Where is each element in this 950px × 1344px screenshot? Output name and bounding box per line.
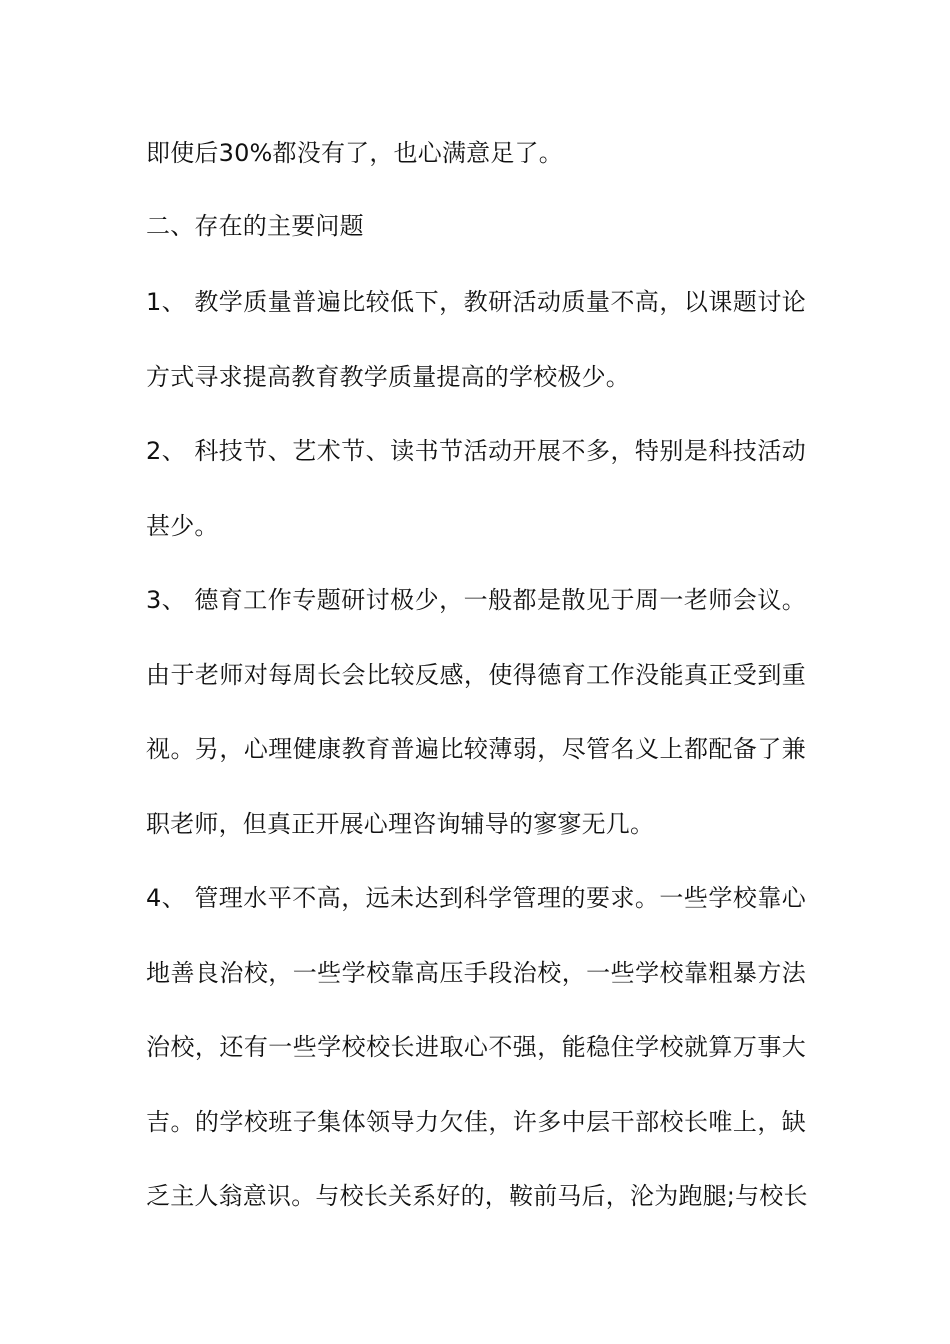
paragraph-line-4: 方式寻求提高教育教学质量提高的学校极少。 bbox=[146, 363, 630, 391]
paragraph-line-13: 治校，还有一些学校校长进取心不强，能稳住学校就算万事大 bbox=[146, 1033, 806, 1061]
paragraph-line-8: 由于老师对每周长会比较反感，使得德育工作没能真正受到重 bbox=[146, 661, 806, 689]
paragraph-line-12: 地善良治校，一些学校靠高压手段治校，一些学校靠粗暴方法 bbox=[146, 959, 806, 987]
paragraph-line-10: 职老师，但真正开展心理咨询辅导的寥寥无几。 bbox=[146, 810, 655, 838]
paragraph-line-9: 视。另，心理健康教育普遍比较薄弱，尽管名义上都配备了兼 bbox=[146, 735, 806, 763]
paragraph-line-5: 2、 科技节、艺术节、读书节活动开展不多，特别是科技活动 bbox=[146, 437, 806, 465]
section-heading: 二、存在的主要问题 bbox=[146, 212, 364, 240]
paragraph-line-15: 乏主人翁意识。与校长关系好的，鞍前马后，沦为跑腿;与校长 bbox=[146, 1182, 808, 1210]
paragraph-line-1: 即使后30%都没有了，也心满意足了。 bbox=[146, 139, 563, 167]
paragraph-line-14: 吉。的学校班子集体领导力欠佳，许多中层干部校长唯上，缺 bbox=[146, 1108, 806, 1136]
paragraph-line-7: 3、 德育工作专题研讨极少，一般都是散见于周一老师会议。 bbox=[146, 586, 806, 614]
paragraph-line-6: 甚少。 bbox=[146, 512, 219, 540]
paragraph-line-3: 1、 教学质量普遍比较低下，教研活动质量不高，以课题讨论 bbox=[146, 288, 806, 316]
paragraph-line-11: 4、 管理水平不高，远未达到科学管理的要求。一些学校靠心 bbox=[146, 884, 806, 912]
